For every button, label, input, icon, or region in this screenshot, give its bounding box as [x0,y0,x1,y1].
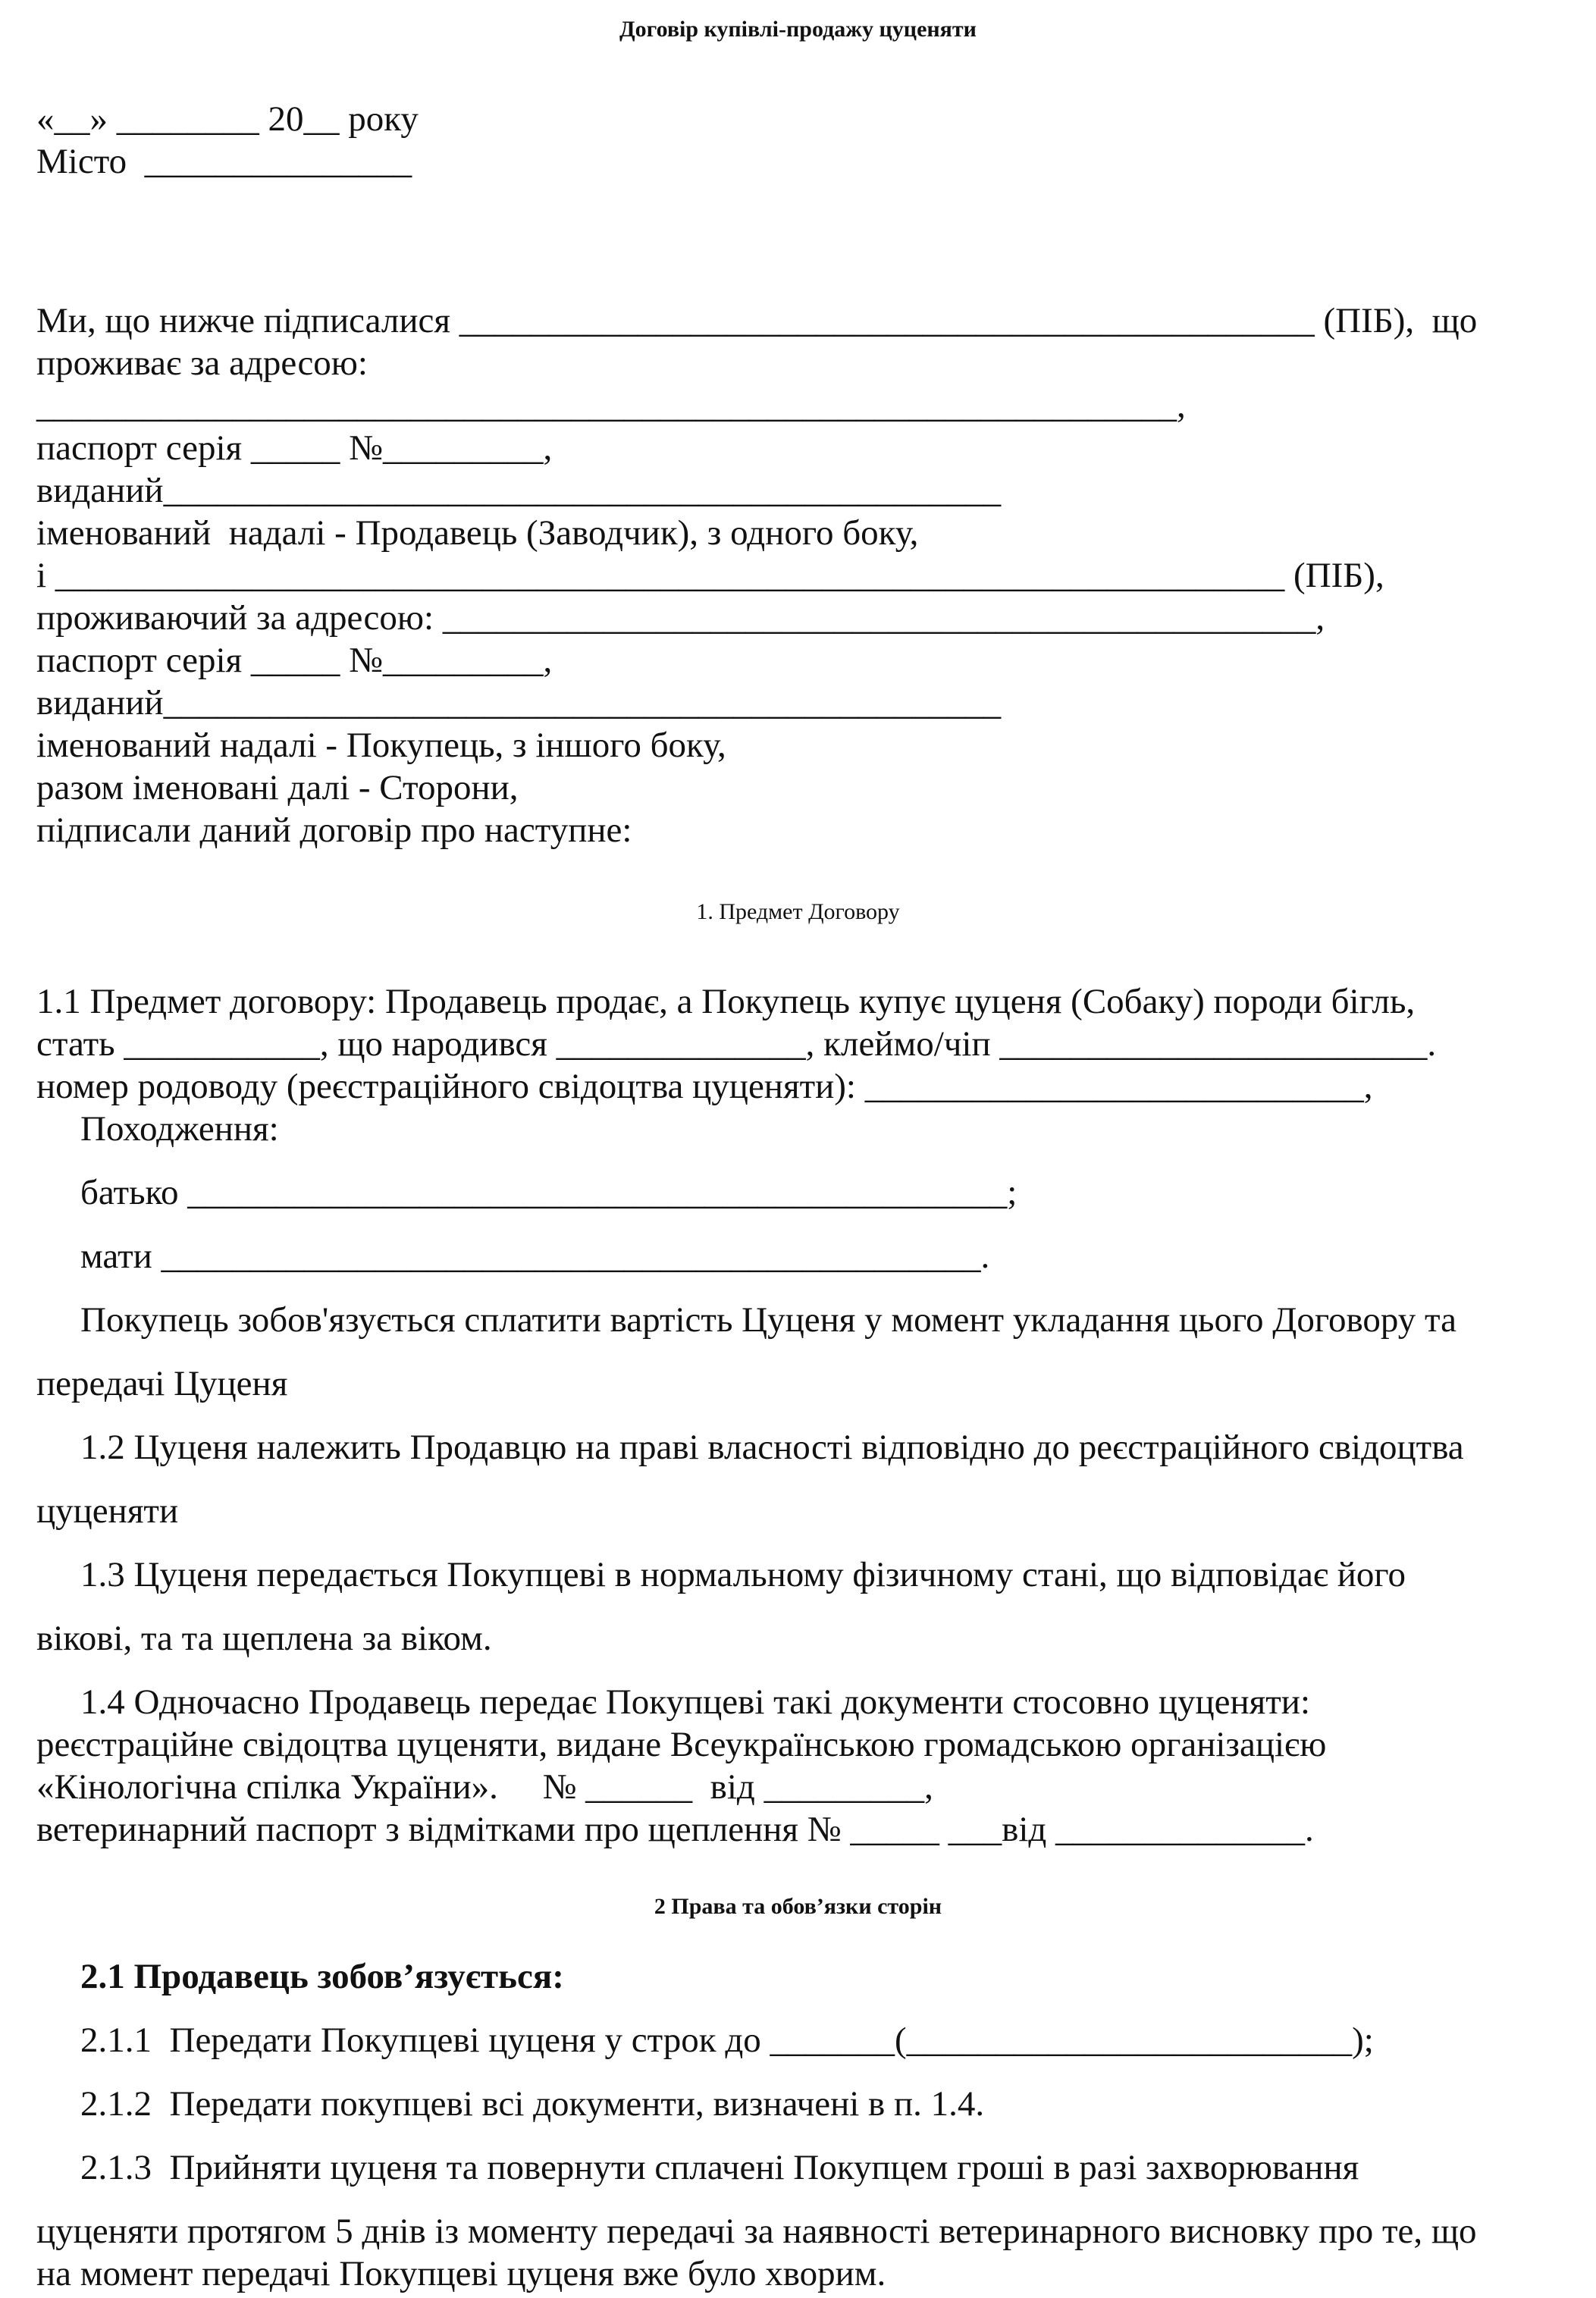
payment-line2: передачі Цуценя [36,1364,288,1403]
origin-label: Походження: [80,1109,279,1149]
seller-address-label: проживає за адресою: [36,343,368,383]
clause-1-2-line1: 1.2 Цуценя належить Продавцю на праві власності відповідно до реєстраційного свідоцтва [80,1428,1464,1467]
clause-1-4-line1: 1.4 Одночасно Продавець передає Покупцеві такі документи стосовно цуценяти: [80,1682,1311,1722]
seller-intro: Ми, що нижче підписалися ________________________________________________ (ПІБ), що [36,301,1478,340]
date-line: «__» ________ 20__ року [36,99,419,139]
buyer-passport: паспорт серія _____ №_________, [36,641,553,680]
buyer-named: іменований надалі - Покупець, з іншого боку, [36,726,726,765]
clause-1-4-line3: «Кінологічна спілка України». № ______ від _________, [36,1767,933,1807]
clause-1-3-line1: 1.3 Цуценя передається Покупцеві в нормальному фізичному стані, що відповідає його [80,1555,1406,1594]
clause-1-4-line4: ветеринарний паспорт з відмітками про щеплення № _____ ___від ______________. [36,1810,1314,1849]
clause-1-3-line2: вікові, та та щеплена за віком. [36,1619,492,1658]
clause-2-1-3-line2: цуценяти протягом 5 днів із моменту передачі за наявності ветеринарного висновку про те, що [36,2212,1477,2251]
father-line: батько ______________________________________________; [80,1173,1017,1212]
section1-heading: 1. Предмет Договору [696,899,900,924]
clause-2-1-3-line3: на момент передачі Покупцеві цуценя вже було хворим. [36,2254,886,2293]
parties-together: разом іменовані далі - Сторони, [36,768,519,807]
seller-passport: паспорт серія _____ №_________, [36,428,553,468]
seller-address-blank: ________________________________________________________________, [36,386,1186,425]
clause-2-1-1: 2.1.1 Передати Покупцеві цуценя у строк до _______(_________________________); [80,2021,1374,2060]
document-title: Договір купівлі-продажу цуценяти [619,17,977,42]
parties-signed: підписали даний договір про наступне: [36,810,632,850]
seller-named: іменований надалі - Продавець (Заводчик), з одного боку, [36,513,919,553]
clause-1-1-line1: 1.1 Предмет договору: Продавець продає, а Покупець купує цуценя (Собаку) породи бігль, [36,982,1416,1021]
clause-1-2-line2: цуценяти [36,1491,179,1531]
buyer-intro: і _____________________________________________________________________ (ПІБ), [36,556,1384,595]
section2-heading: 2 Права та обов’язки сторін [654,1894,942,1919]
clause-2-1-3-line1: 2.1.3 Прийняти цуценя та повернути сплачені Покупцем гроші в разі захворювання [80,2148,1359,2187]
city-line: Місто _______________ [36,142,412,181]
clause-2-1-2: 2.1.2 Передати покупцеві всі документи, визначені в п. 1.4. [80,2084,985,2124]
clause-1-1-line2: стать ___________, що народився ______________, клеймо/чіп ________________________. [36,1024,1437,1064]
buyer-address: проживаючий за адресою: _________________________________________________, [36,598,1325,638]
clause-1-1-line3: номер родоводу (реєстраційного свідоцтва цуценяти): ____________________________, [36,1067,1373,1106]
seller-issued: виданий_______________________________________________ [36,471,1002,510]
clause-1-4-line2: реєстраційне свідоцтва цуценяти, видане Всеукраїнською громадською організацією [36,1725,1327,1764]
mother-line: мати ______________________________________________. [80,1237,990,1276]
payment-line1: Покупець зобов'язується сплатити вартість Цуценя у момент укладання цього Договору та [80,1300,1456,1340]
buyer-issued: виданий_______________________________________________ [36,683,1002,723]
section2-subheading: 2.1 Продавець зобов’язується: [80,1957,564,1996]
